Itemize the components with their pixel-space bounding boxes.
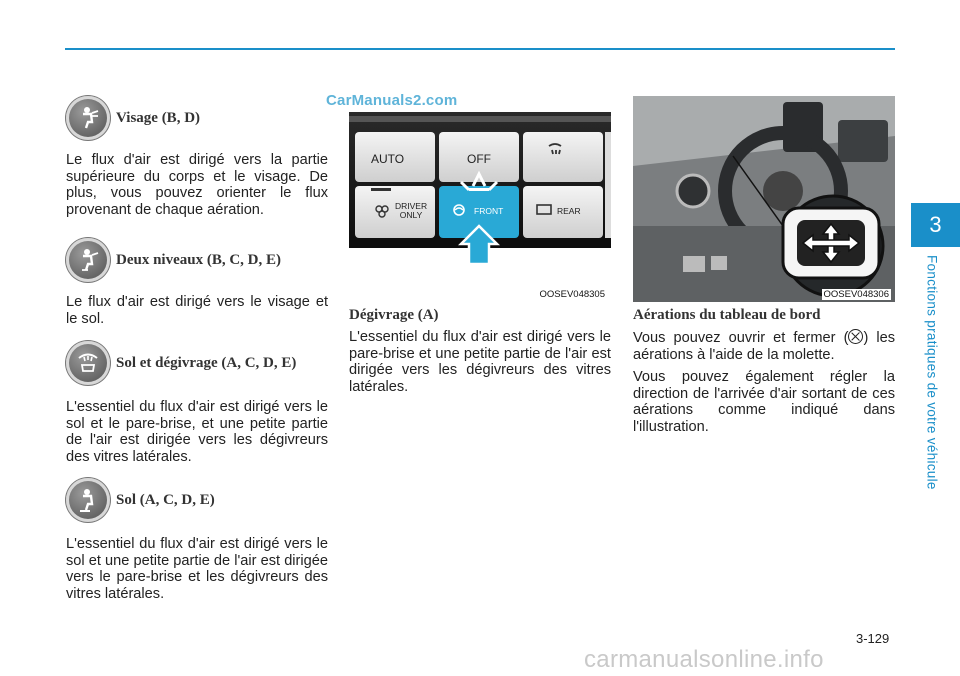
dashboard-vent-photo: [633, 96, 895, 302]
mode-title: Deux niveaux (B, C, D, E): [116, 251, 282, 268]
chapter-title: Fonctions pratiques de votre véhicule: [924, 255, 940, 490]
page-number: 3-129: [856, 631, 890, 646]
off-button: OFF: [467, 152, 491, 166]
face-vent-icon: [66, 96, 110, 140]
rear-defrost-button: REAR: [557, 206, 581, 216]
aerations-title: Aérations du tableau de bord: [633, 307, 821, 323]
degivrage-text: L'essentiel du flux d'air est dirigé vers le pare-brise et une petite partie de l'air est dirigée vers les dégivreurs des vitres latérales.: [349, 329, 611, 395]
mode-description: L'essentiel du flux d'air est dirigé vers le sol et une petite partie de l'air est dirigée vers le pare-brise et les dégivreurs des vitres latérales.: [66, 536, 328, 602]
climate-panel-photo: [349, 112, 611, 302]
aerations-text-1: Vous pouvez ouvrir et fermer ( ) les aérations à l'aide de la molette.: [633, 330, 895, 363]
mode-description: Le flux d'air est dirigé vers la partie supérieure du corps et le visage. De plus, vous pouvez orienter le flux provenant de chaque aération.: [66, 152, 328, 218]
watermark: CarManuals2.com: [326, 92, 458, 109]
mode-visage: [66, 96, 328, 218]
auto-button: AUTO: [371, 152, 405, 166]
chapter-tab: 3: [911, 203, 960, 247]
degivrage-title: Dégivrage (A): [349, 307, 439, 323]
mode-title: Sol et dégivrage (A, C, D, E): [116, 354, 297, 371]
floor-icon: [66, 478, 110, 522]
mode-title: Visage (B, D): [116, 109, 201, 126]
floor-defrost-icon: [66, 341, 110, 385]
bi-level-icon: [66, 238, 110, 282]
mode-description: Le flux d'air est dirigé vers le visage et le sol.: [66, 294, 328, 327]
front-defrost-button: FRONT: [474, 206, 504, 216]
figure-code: OOSEV048306: [823, 289, 889, 300]
mode-description: L'essentiel du flux d'air est dirigé vers le sol et le pare-brise, et une petite partie de l'air est dirigée vers les dégivreurs des vitres latérales.: [66, 399, 328, 465]
figure-code: OOSEV048305: [539, 289, 605, 300]
driver-only-button: DRIVER ONLY: [395, 201, 428, 220]
aerations-section: [633, 329, 895, 442]
footer-watermark: carmanualsonline.info: [584, 646, 824, 673]
mode-deux-niveaux: [66, 238, 328, 327]
mode-sol: [66, 478, 328, 602]
mode-title: Sol (A, C, D, E): [116, 491, 215, 508]
aerations-text-2: Vous pouvez également régler la direction de l'arrivée d'air sortant de ces aérations comme indiqué dans l'illustration.: [633, 369, 895, 435]
header-rule: [65, 48, 895, 50]
degivrage-section: [349, 329, 611, 401]
vent-open-close-icon: [848, 329, 863, 344]
mode-sol-degivrage: [66, 341, 328, 465]
